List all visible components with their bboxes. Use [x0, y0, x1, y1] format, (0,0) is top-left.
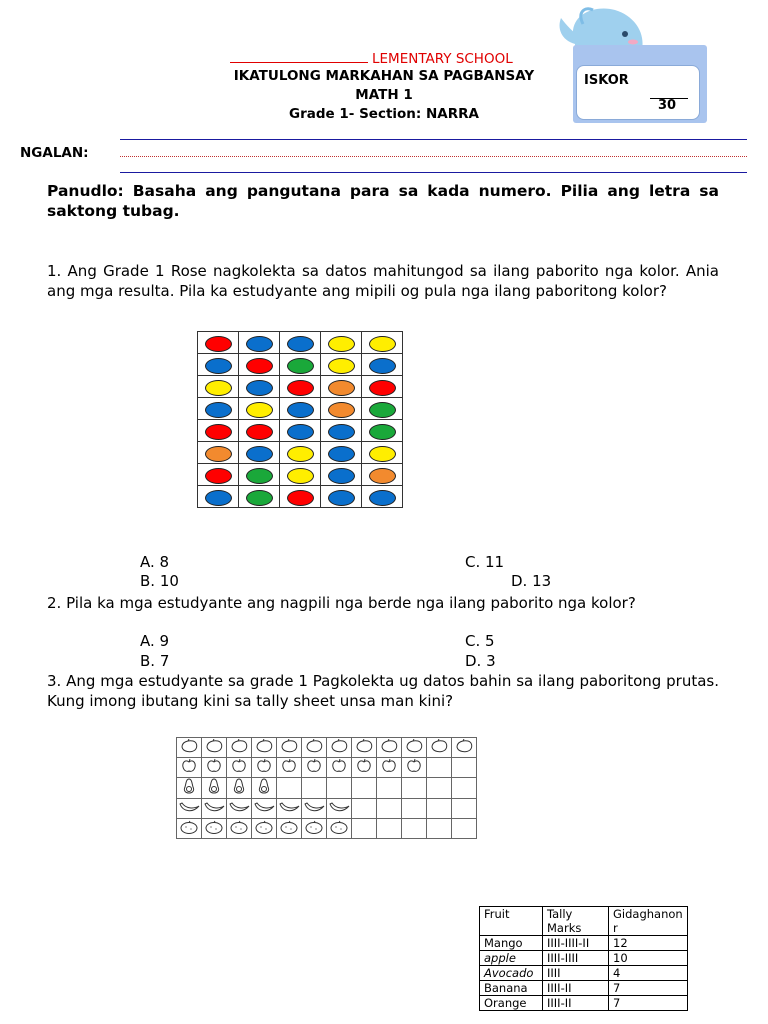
fruit-grid-cell	[202, 819, 227, 839]
color-grid-cell	[239, 398, 280, 420]
tally-header-count: Gidaghanon r	[609, 907, 688, 936]
blue-dot	[328, 446, 355, 462]
blue-dot	[205, 402, 232, 418]
mango-icon	[404, 738, 424, 757]
color-grid-row	[198, 486, 403, 508]
fruit-grid-cell	[327, 738, 352, 758]
orange-dot	[205, 446, 232, 462]
score-label: ISKOR	[584, 73, 629, 88]
fruit-grid-cell	[352, 799, 377, 819]
fruit-grid-cell	[252, 799, 277, 819]
blue-dot	[287, 402, 314, 418]
q2-choice-d: D. 3	[465, 652, 496, 670]
apple-icon	[381, 758, 397, 777]
color-grid-row	[198, 420, 403, 442]
tally-row	[480, 966, 688, 981]
tally-header-marks: Tally Marks	[543, 907, 609, 936]
q2-choice-a: A. 9	[140, 632, 170, 650]
blue-dot	[205, 490, 232, 506]
mango-icon	[279, 738, 299, 757]
mango-icon	[354, 738, 374, 757]
fruit-grid-cell	[177, 738, 202, 758]
color-grid-cell	[239, 486, 280, 508]
tally-table	[479, 906, 688, 1011]
color-grid-cell	[198, 464, 239, 486]
exam-title: IKATULONG MARKAHAN SA PAGBANSAY	[233, 68, 535, 84]
color-grid-cell	[321, 332, 362, 354]
color-grid-cell	[362, 442, 403, 464]
blue-dot	[205, 358, 232, 374]
color-grid-cell	[321, 376, 362, 398]
fruit-grid-cell	[452, 799, 477, 819]
fruit-grid-row	[177, 738, 477, 758]
fruit-grid-cell	[277, 799, 302, 819]
apple-icon	[356, 758, 372, 777]
fruit-grid-cell	[427, 799, 452, 819]
red-dot	[246, 424, 273, 440]
fruit-grid-cell	[377, 758, 402, 778]
yellow-dot	[205, 380, 232, 396]
color-grid-cell	[362, 486, 403, 508]
fruit-grid-row	[177, 778, 477, 799]
fruit-grid-cell	[402, 758, 427, 778]
color-grid-cell	[280, 332, 321, 354]
tally-count: 12	[609, 936, 688, 951]
tally-fruit: Orange	[480, 996, 543, 1011]
tally-fruit: Mango	[480, 936, 543, 951]
fruit-grid-cell	[427, 819, 452, 839]
fruit-grid-cell	[352, 758, 377, 778]
tally-count: 4	[609, 966, 688, 981]
fruit-grid-cell	[327, 778, 352, 799]
orange-icon	[279, 819, 299, 838]
red-dot	[287, 490, 314, 506]
tally-count: 7	[609, 981, 688, 996]
tally-count: 7	[609, 996, 688, 1011]
color-grid-row	[198, 398, 403, 420]
question-3: 3. Ang mga estudyante sa grade 1 Pagkolekta ug datos bahin sa ilang paboritong prutas. Kung imong ibutang kini sa tally sheet unsa man kini?	[47, 672, 719, 710]
color-grid-cell	[321, 464, 362, 486]
banana-icon	[328, 799, 350, 818]
color-grid-cell	[321, 486, 362, 508]
color-grid-cell	[239, 354, 280, 376]
fruit-grid-cell	[202, 738, 227, 758]
tally-row	[480, 936, 688, 951]
tally-row	[480, 996, 688, 1011]
q2-choice-c: C. 5	[465, 632, 495, 650]
fruit-grid-cell	[277, 738, 302, 758]
fruit-grid-cell	[402, 819, 427, 839]
blue-dot	[287, 424, 314, 440]
color-grid-cell	[280, 354, 321, 376]
avocado-icon	[182, 779, 196, 798]
fruit-grid-cell	[352, 778, 377, 799]
orange-icon	[329, 819, 349, 838]
color-grid-row	[198, 376, 403, 398]
fruit-grid-cell	[227, 758, 252, 778]
orange-icon	[304, 819, 324, 838]
color-grid-cell	[321, 442, 362, 464]
fruit-grid-cell	[202, 758, 227, 778]
fruit-grid-cell	[452, 778, 477, 799]
fruit-grid-cell	[402, 778, 427, 799]
color-grid	[197, 331, 403, 508]
name-label: NGALAN:	[20, 145, 89, 161]
fruit-grid-cell	[177, 778, 202, 799]
color-grid-row	[198, 332, 403, 354]
yellow-dot	[328, 358, 355, 374]
banana-icon	[253, 799, 275, 818]
orange-icon	[179, 819, 199, 838]
color-grid-cell	[239, 376, 280, 398]
tally-fruit: Banana	[480, 981, 543, 996]
blue-dot	[328, 490, 355, 506]
question-2: 2. Pila ka mga estudyante ang nagpili nga berde nga ilang paborito nga kolor?	[47, 594, 636, 612]
tally-row	[480, 981, 688, 996]
fruit-grid-cell	[377, 778, 402, 799]
apple-icon	[256, 758, 272, 777]
fruit-grid-cell	[252, 738, 277, 758]
fruit-grid-row	[177, 799, 477, 819]
fruit-grid-cell	[327, 758, 352, 778]
apple-icon	[206, 758, 222, 777]
orange-icon	[254, 819, 274, 838]
color-grid-cell	[198, 332, 239, 354]
mango-icon	[379, 738, 399, 757]
color-grid-row	[198, 354, 403, 376]
fruit-grid	[176, 737, 477, 839]
fruit-grid-cell	[427, 738, 452, 758]
color-grid-cell	[280, 420, 321, 442]
fruit-grid-cell	[452, 819, 477, 839]
tally-marks: IIII-IIII-II	[543, 936, 609, 951]
apple-icon	[281, 758, 297, 777]
fruit-grid-cell	[202, 778, 227, 799]
name-line-top	[120, 139, 747, 140]
color-grid-cell	[198, 398, 239, 420]
fruit-grid-row	[177, 758, 477, 778]
orange-dot	[328, 402, 355, 418]
yellow-dot	[287, 468, 314, 484]
red-dot	[205, 424, 232, 440]
mango-icon	[304, 738, 324, 757]
color-grid-cell	[362, 332, 403, 354]
mango-icon	[454, 738, 474, 757]
color-grid-cell	[239, 332, 280, 354]
fruit-grid-cell	[227, 778, 252, 799]
fruit-grid-cell	[227, 799, 252, 819]
instructions: Panudlo: Basaha ang pangutana para sa kada numero. Pilia ang letra sa saktong tubag.	[47, 182, 719, 220]
fruit-grid-cell	[177, 758, 202, 778]
orange-dot	[328, 380, 355, 396]
yellow-dot	[328, 336, 355, 352]
tally-marks: IIII-II	[543, 981, 609, 996]
fruit-grid-cell	[327, 799, 352, 819]
mango-icon	[254, 738, 274, 757]
avocado-icon	[232, 779, 246, 798]
red-dot	[287, 380, 314, 396]
section-title: Grade 1- Section: NARRA	[289, 106, 479, 122]
color-grid-row	[198, 442, 403, 464]
color-grid-cell	[280, 376, 321, 398]
color-grid-cell	[280, 442, 321, 464]
fruit-grid-cell	[427, 758, 452, 778]
avocado-icon	[207, 779, 221, 798]
mango-icon	[229, 738, 249, 757]
red-dot	[369, 380, 396, 396]
fruit-grid-cell	[377, 819, 402, 839]
fruit-grid-cell	[452, 738, 477, 758]
fruit-grid-cell	[402, 799, 427, 819]
fruit-grid-cell	[352, 738, 377, 758]
fruit-grid-cell	[302, 738, 327, 758]
score-total: 30	[658, 98, 677, 113]
orange-icon	[204, 819, 224, 838]
tally-marks: IIII-IIII	[543, 951, 609, 966]
fruit-grid-cell	[302, 819, 327, 839]
blue-dot	[369, 358, 396, 374]
blue-dot	[246, 380, 273, 396]
orange-icon	[229, 819, 249, 838]
banana-icon	[303, 799, 325, 818]
banana-icon	[278, 799, 300, 818]
color-grid-cell	[280, 464, 321, 486]
apple-icon	[231, 758, 247, 777]
color-grid-cell	[362, 398, 403, 420]
blue-dot	[369, 490, 396, 506]
color-grid-cell	[362, 420, 403, 442]
banana-icon	[178, 799, 200, 818]
green-dot	[369, 424, 396, 440]
q1-choice-c: C. 11	[465, 553, 505, 571]
tally-header-fruit: Fruit	[480, 907, 543, 936]
red-dot	[205, 336, 232, 352]
mango-icon	[429, 738, 449, 757]
color-grid-cell	[362, 376, 403, 398]
green-dot	[246, 468, 273, 484]
apple-icon	[306, 758, 322, 777]
mango-icon	[329, 738, 349, 757]
question-1: 1. Ang Grade 1 Rose nagkolekta sa datos mahitungod sa ilang paborito nga kolor. Ania ang mga resulta. Pila ka estudyante ang mipili og pula nga ilang paboritong kolor?	[47, 262, 719, 300]
red-dot	[246, 358, 273, 374]
fruit-grid-cell	[277, 819, 302, 839]
fruit-grid-cell	[327, 819, 352, 839]
color-grid-cell	[198, 442, 239, 464]
color-grid-cell	[239, 464, 280, 486]
color-grid-cell	[280, 398, 321, 420]
blue-dot	[328, 468, 355, 484]
apple-icon	[331, 758, 347, 777]
color-grid-cell	[198, 376, 239, 398]
red-dot	[205, 468, 232, 484]
fruit-grid-cell	[402, 738, 427, 758]
fruit-grid-cell	[252, 778, 277, 799]
fruit-grid-cell	[202, 799, 227, 819]
color-grid-cell	[280, 486, 321, 508]
fruit-grid-cell	[277, 778, 302, 799]
fruit-grid-cell	[302, 758, 327, 778]
blue-dot	[246, 446, 273, 462]
subject-title: MATH 1	[355, 87, 413, 103]
tally-marks: IIII-II	[543, 996, 609, 1011]
fruit-grid-cell	[427, 778, 452, 799]
fruit-grid-cell	[452, 758, 477, 778]
apple-icon	[181, 758, 197, 777]
color-grid-cell	[239, 442, 280, 464]
color-grid-cell	[198, 354, 239, 376]
color-grid-cell	[321, 398, 362, 420]
yellow-dot	[369, 446, 396, 462]
mango-icon	[204, 738, 224, 757]
banana-icon	[203, 799, 225, 818]
tally-count: 10	[609, 951, 688, 966]
color-grid-cell	[198, 420, 239, 442]
name-line-bottom	[120, 172, 747, 173]
q1-choice-b: B. 10	[140, 572, 179, 590]
fruit-grid-cell	[252, 819, 277, 839]
fruit-grid-row	[177, 819, 477, 839]
avocado-icon	[257, 779, 271, 798]
school-name-blank	[230, 51, 368, 63]
color-grid-cell	[362, 354, 403, 376]
q1-choice-d: D. 13	[511, 572, 552, 590]
apple-icon	[406, 758, 422, 777]
fruit-grid-cell	[277, 758, 302, 778]
yellow-dot	[369, 336, 396, 352]
blue-dot	[287, 336, 314, 352]
fruit-grid-cell	[302, 778, 327, 799]
green-dot	[287, 358, 314, 374]
color-grid-cell	[239, 420, 280, 442]
tally-fruit: apple	[480, 951, 543, 966]
color-grid-cell	[198, 486, 239, 508]
fruit-grid-cell	[177, 799, 202, 819]
tally-header-row	[480, 907, 688, 936]
tally-row	[480, 951, 688, 966]
fruit-grid-cell	[227, 738, 252, 758]
color-grid-row	[198, 464, 403, 486]
q1-choice-a: A. 8	[140, 553, 170, 571]
fruit-grid-cell	[252, 758, 277, 778]
mango-icon	[179, 738, 199, 757]
blue-dot	[328, 424, 355, 440]
tally-marks: IIII	[543, 966, 609, 981]
blue-dot	[246, 336, 273, 352]
school-name	[230, 51, 513, 67]
fruit-grid-cell	[377, 799, 402, 819]
color-grid-cell	[362, 464, 403, 486]
school-name-text: LEMENTARY SCHOOL	[372, 51, 513, 67]
fruit-grid-cell	[177, 819, 202, 839]
green-dot	[369, 402, 396, 418]
orange-dot	[369, 468, 396, 484]
name-line-middle	[120, 156, 747, 157]
color-grid-cell	[321, 354, 362, 376]
fruit-grid-cell	[352, 819, 377, 839]
yellow-dot	[246, 402, 273, 418]
fruit-grid-cell	[227, 819, 252, 839]
tally-fruit: Avocado	[480, 966, 543, 981]
color-grid-cell	[321, 420, 362, 442]
yellow-dot	[287, 446, 314, 462]
q2-choice-b: B. 7	[140, 652, 170, 670]
green-dot	[246, 490, 273, 506]
fruit-grid-cell	[302, 799, 327, 819]
fruit-grid-cell	[377, 738, 402, 758]
banana-icon	[228, 799, 250, 818]
